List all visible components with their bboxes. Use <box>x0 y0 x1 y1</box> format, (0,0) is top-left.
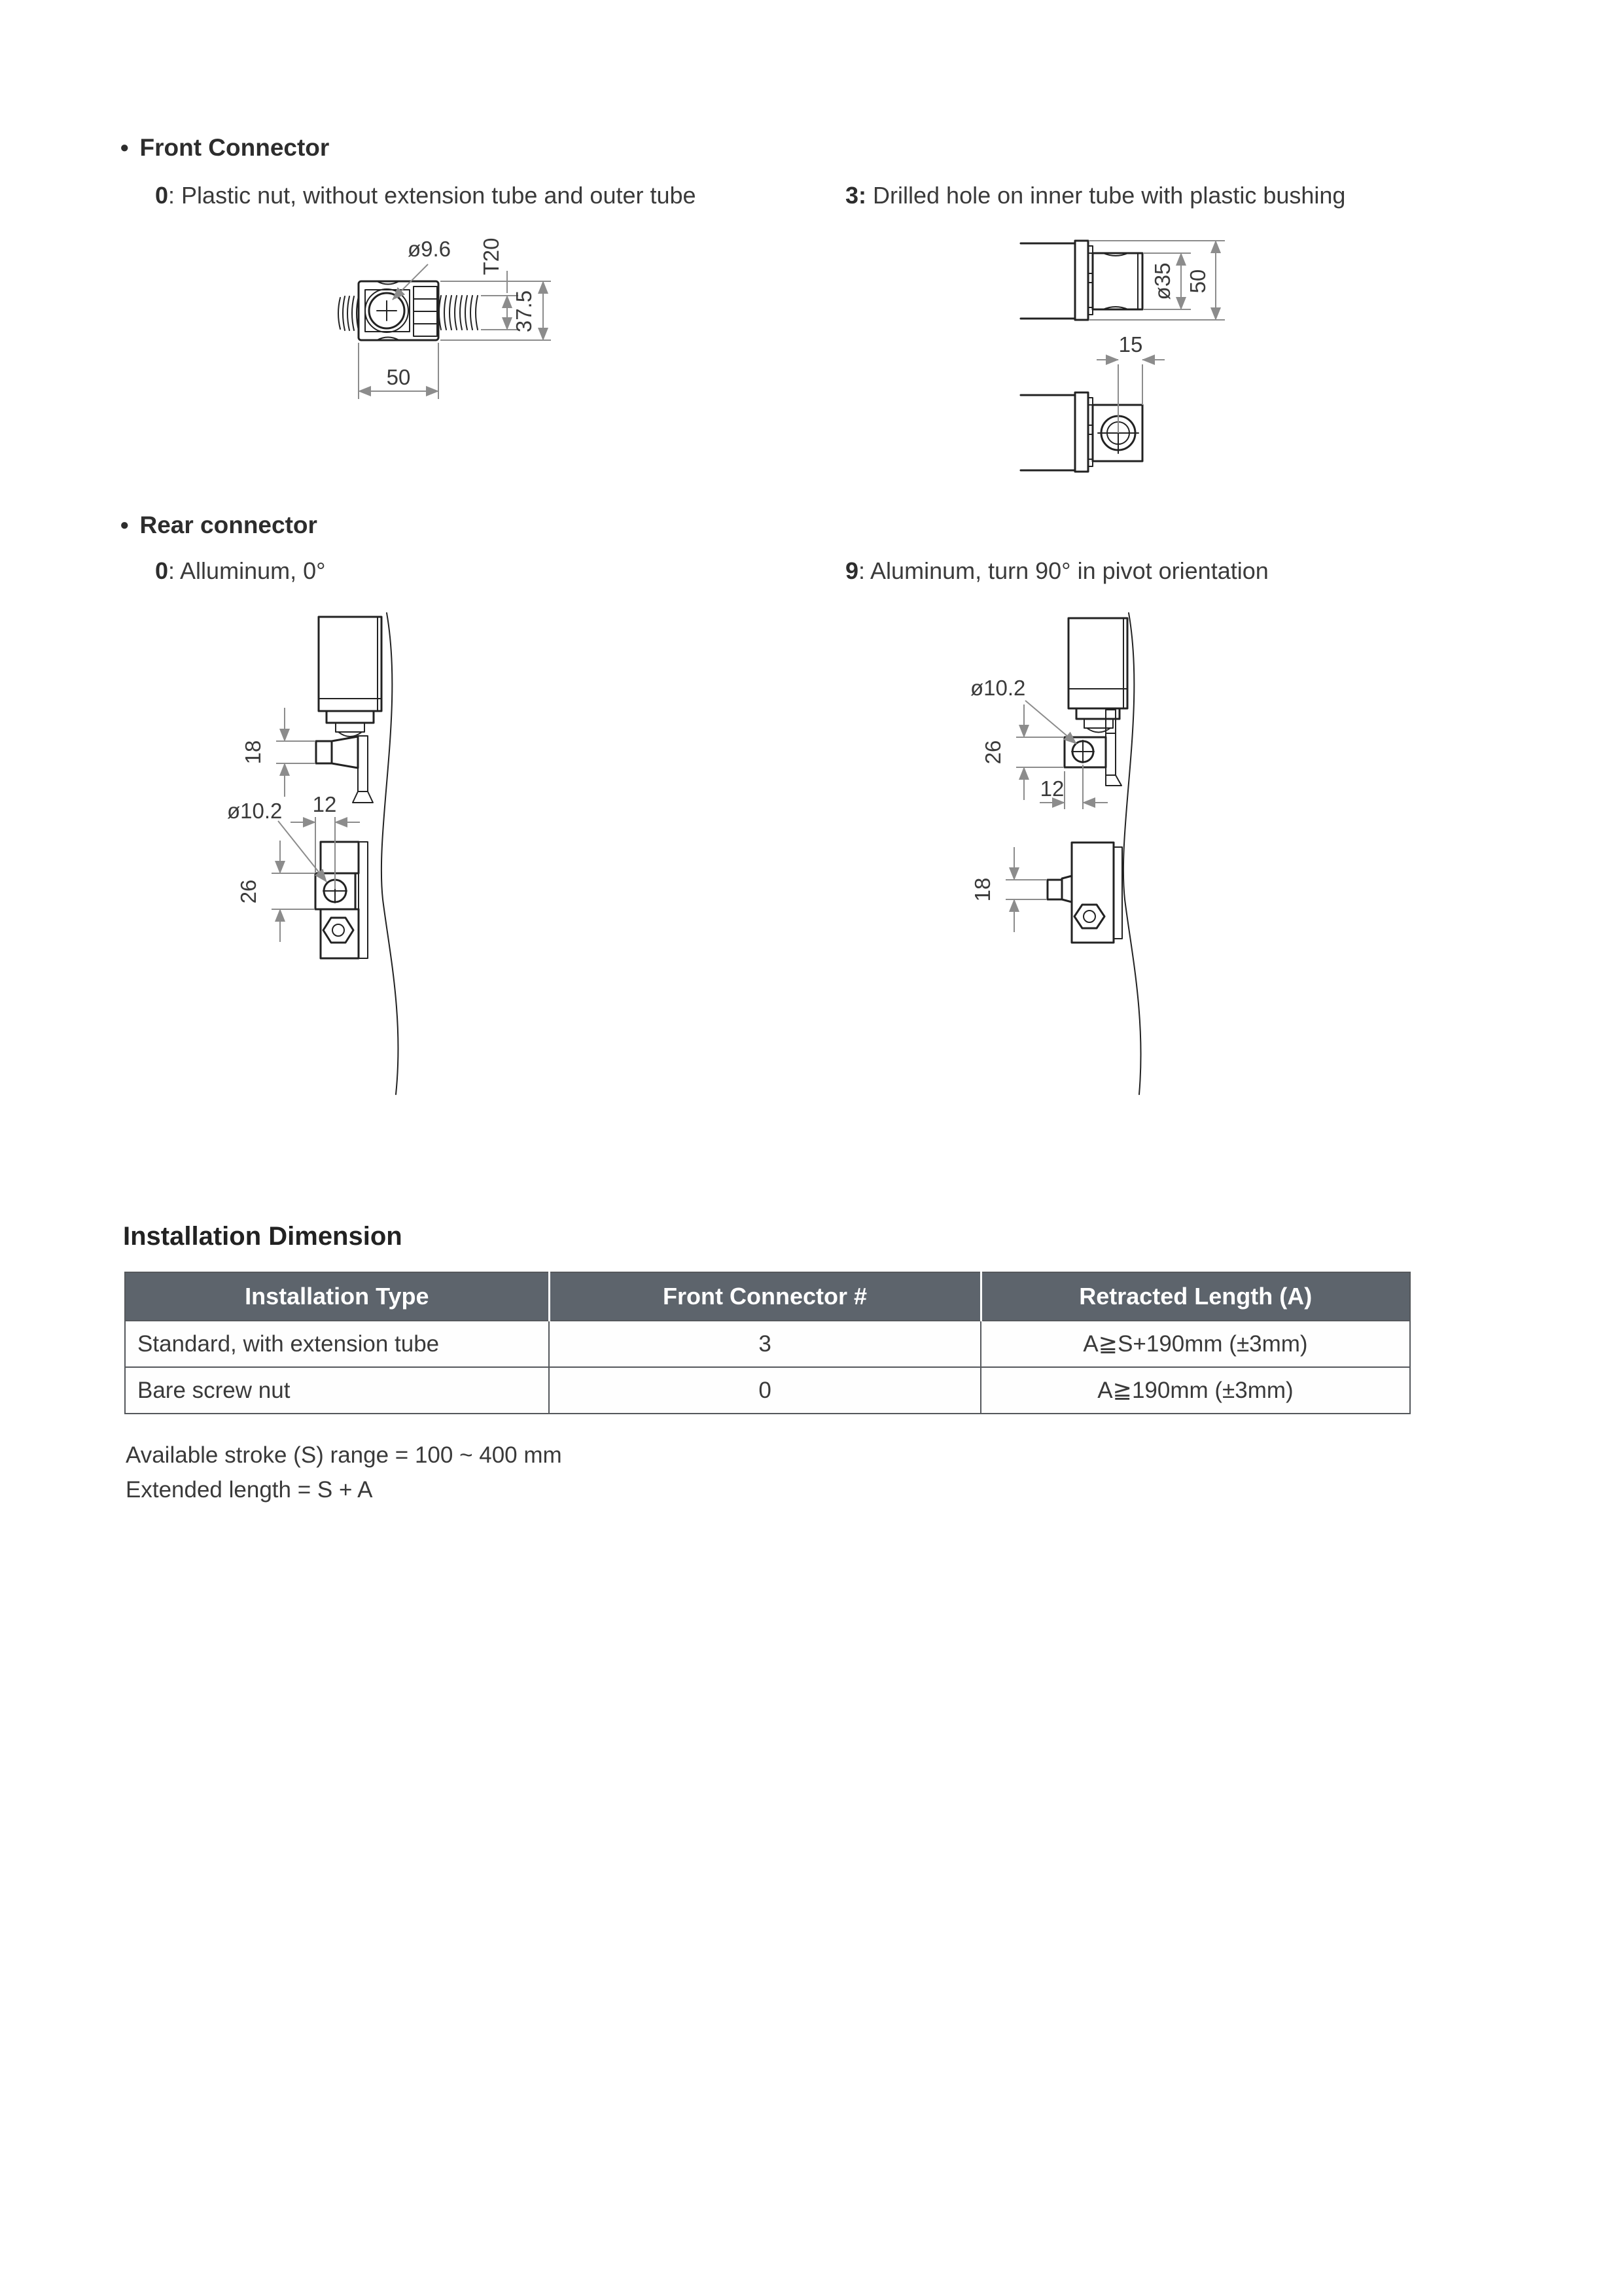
col-header-front-connector: Front Connector # <box>549 1272 981 1321</box>
cell-front-connector: 3 <box>549 1321 981 1367</box>
tab-height-label: 18 <box>970 877 995 902</box>
tube-silhouette-curve <box>1123 613 1141 1094</box>
pivot-tab-stub <box>316 741 332 763</box>
mount-plate <box>358 736 368 791</box>
front-option-0 <box>155 182 696 209</box>
tube-flange <box>1075 241 1088 320</box>
dimension-labels <box>387 237 536 389</box>
front-option-3-desc: Drilled hole on inner tube with plastic bushing <box>866 182 1346 209</box>
tube-flange-2 <box>1075 392 1088 472</box>
block-witness <box>272 873 314 909</box>
tube-silhouette-curve <box>381 613 398 1094</box>
inner-tube-lines <box>1021 243 1075 319</box>
pivot-tab-flare <box>332 737 358 768</box>
plug <box>1084 719 1113 728</box>
hex-nut <box>323 918 353 943</box>
rear-option-0-code: 0 <box>155 557 169 584</box>
thread-label: T20 <box>479 237 503 275</box>
tab-height-label: 18 <box>241 740 265 765</box>
offset-witness <box>315 817 335 889</box>
hole-offset-label: 12 <box>1040 776 1065 801</box>
bushing-body <box>1093 253 1142 309</box>
front-option-3 <box>845 182 1345 209</box>
table-header-row <box>125 1272 1410 1321</box>
bushing-top-view <box>1021 241 1142 320</box>
tab-witness <box>1006 880 1046 899</box>
dimension-labels <box>227 740 336 904</box>
rear-connector-heading <box>120 512 317 539</box>
col-header-installation-type: Installation Type <box>125 1272 549 1321</box>
hole-offset-label: 12 <box>312 792 337 816</box>
tube-upper <box>321 842 359 873</box>
cell-installation-type: Standard, with extension tube <box>125 1321 549 1367</box>
rear-option-9-code: 9 <box>845 557 859 584</box>
motor-housing <box>319 617 381 711</box>
rear-connector-0-diagram <box>186 612 487 1096</box>
motor-housing-lines <box>1068 618 1127 708</box>
note-stroke-range: Available stroke (S) range = 100 ~ 400 mm <box>126 1442 562 1468</box>
rear-option-9 <box>845 557 1269 585</box>
rear-connector-9-diagram <box>919 612 1220 1096</box>
front-connector-3-diagram <box>995 230 1309 492</box>
mount-plate-foot <box>1106 775 1121 786</box>
mount-plate-base <box>353 791 373 803</box>
rear-option-9-desc: : Aluminum, turn 90° in pivot orientation <box>858 557 1269 584</box>
hex-nut-hole <box>332 924 344 936</box>
side-wall <box>359 842 368 958</box>
actuator-body-upper <box>316 613 398 1094</box>
motor-housing <box>1068 618 1127 708</box>
plug <box>336 723 364 732</box>
outer-dia-label: 50 <box>1186 269 1210 294</box>
front-connector-heading <box>120 134 329 162</box>
front-option-3-code: 3: <box>845 182 867 209</box>
body-width-label: 50 <box>386 365 411 389</box>
actuator-body-lower <box>1048 843 1122 943</box>
table-row <box>125 1321 1410 1367</box>
tube-dia-label: ø35 <box>1150 262 1174 300</box>
right-thread <box>439 296 478 330</box>
front-connector-title: Front Connector <box>139 134 330 161</box>
pivot-tab-flare <box>1062 876 1072 902</box>
cell-front-connector: 0 <box>549 1367 981 1414</box>
front-connector-0-diagram <box>281 228 609 417</box>
plastic-nut-part <box>338 281 478 340</box>
rear-option-0 <box>155 557 326 585</box>
left-thread <box>338 296 359 330</box>
offset-witness <box>1065 765 1083 809</box>
bullet-icon: ● <box>120 139 130 156</box>
hole-dia-label: ø10.2 <box>970 676 1026 700</box>
pivot-tab-stub <box>1048 880 1062 899</box>
col-header-retracted-length: Retracted Length (A) <box>981 1272 1410 1321</box>
cell-installation-type: Bare screw nut <box>125 1367 549 1414</box>
inner-tube-lines-2 <box>1021 395 1075 470</box>
hole-offset-label: 15 <box>1118 332 1143 357</box>
bushing-bottom-view <box>1021 392 1142 472</box>
nut-hole-crosshair <box>377 301 397 321</box>
body-height-label: 37.5 <box>512 290 536 333</box>
housing-step <box>327 711 374 723</box>
installation-dimension-table <box>124 1272 1411 1414</box>
installation-dimension-title: Installation Dimension <box>123 1222 402 1251</box>
mount-plate <box>1106 733 1116 775</box>
front-option-0-desc: : Plastic nut, without extension tube and outer tube <box>168 182 696 209</box>
tab-witness <box>276 741 315 763</box>
dimension-labels <box>970 676 1064 901</box>
block-witness <box>1016 737 1063 767</box>
rear-connector-title: Rear connector <box>139 512 317 538</box>
actuator-body-upper <box>1065 613 1141 1094</box>
note-extended-length: Extended length = S + A <box>126 1477 373 1503</box>
installation-notes <box>126 1438 562 1507</box>
hex-nut <box>1074 905 1104 928</box>
front-option-0-code: 0 <box>155 182 169 209</box>
rear-option-0-desc: : Alluminum, 0° <box>168 557 326 584</box>
actuator-body-lower <box>315 842 368 958</box>
side-wall-lower <box>1114 847 1122 939</box>
block-height-label: 26 <box>236 879 260 904</box>
hole-dia-label: ø10.2 <box>227 799 283 823</box>
hex-nut-hole <box>1084 911 1095 922</box>
block-height-label: 26 <box>981 740 1005 765</box>
cell-retracted-length: A≧190mm (±3mm) <box>981 1367 1410 1414</box>
bushing-details <box>1103 253 1138 309</box>
table-row <box>125 1367 1410 1414</box>
cell-retracted-length: A≧S+190mm (±3mm) <box>981 1321 1410 1367</box>
dimension-lines <box>1006 701 1108 932</box>
nut-ribs <box>414 299 437 324</box>
bullet-icon: ● <box>120 516 130 534</box>
motor-housing-lines <box>319 617 381 711</box>
hole-dia-label: ø9.6 <box>407 237 451 261</box>
